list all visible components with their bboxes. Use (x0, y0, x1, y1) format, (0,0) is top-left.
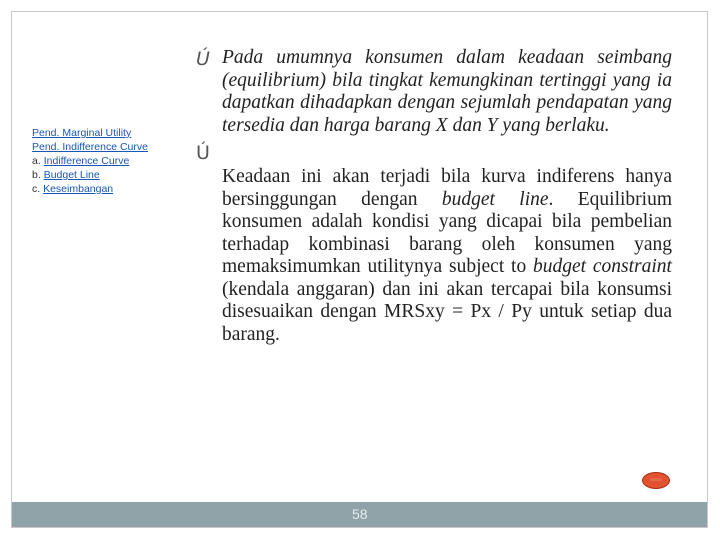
paragraph-2-text (222, 141, 672, 346)
nav-item-marginal-utility[interactable] (32, 126, 192, 140)
page-number: 58 (352, 506, 368, 522)
bullet-arrow-icon: Ú (196, 142, 210, 164)
paragraph-2-part-a: Keadaan ini akan terjadi bila kurva indiferens hanya bersinggungan dengan (222, 166, 672, 210)
nav-item-keseimbangan[interactable] (32, 182, 192, 196)
slide-body (196, 47, 672, 346)
nav-link-label[interactable]: Budget Line (43, 169, 100, 181)
bullet-paragraph-1 (196, 47, 672, 137)
paragraph-2-budget-line: budget line (441, 188, 549, 210)
bullet-paragraph-2 (196, 141, 672, 346)
nav-item-prefix: c. (32, 183, 44, 195)
nav-item-prefix: a. (32, 155, 44, 167)
nav-item-budget-line[interactable] (32, 168, 192, 182)
bullet-arrow-icon: Ú (196, 48, 210, 70)
nav-item-pend-indifference-curve[interactable] (32, 140, 192, 154)
slide-navigation (32, 126, 192, 196)
paragraph-2-part-e: (kendala anggaran) dan ini akan tercapai bila konsumsi disesuaikan dengan MRSxy = Px / Py untuk setiap dua barang. (222, 278, 672, 345)
nav-link-label[interactable]: Pend. Marginal Utility (32, 127, 132, 139)
nav-link-label[interactable]: Pend. Indifference Curve (32, 141, 148, 153)
paragraph-2-part-c: . Equilibrium konsumen adalah kondisi yang dicapai bila pembelian terhadap kombinasi barang oleh konsumen yang memaksimumkan utilitynya subject to (222, 188, 672, 277)
paragraph-2-budget-constraint: budget constraint (533, 256, 672, 277)
paragraph-1-text: Pada umumnya konsumen dalam keadaan seimbang (equilibrium) bila tingkat kemungkinan tertinggi yang ia dapatkan dihadapkan dengan sejumlah pendapatan yang tersedia dan harga barang X dan Y yang berlaku. (222, 47, 672, 136)
nav-link-label[interactable]: Indifference Curve (43, 155, 130, 167)
home-button[interactable] (642, 472, 670, 489)
nav-link-label[interactable]: Keseimbangan (43, 183, 114, 195)
nav-item-indifference-curve[interactable] (32, 154, 192, 168)
nav-item-prefix: b. (32, 169, 44, 181)
